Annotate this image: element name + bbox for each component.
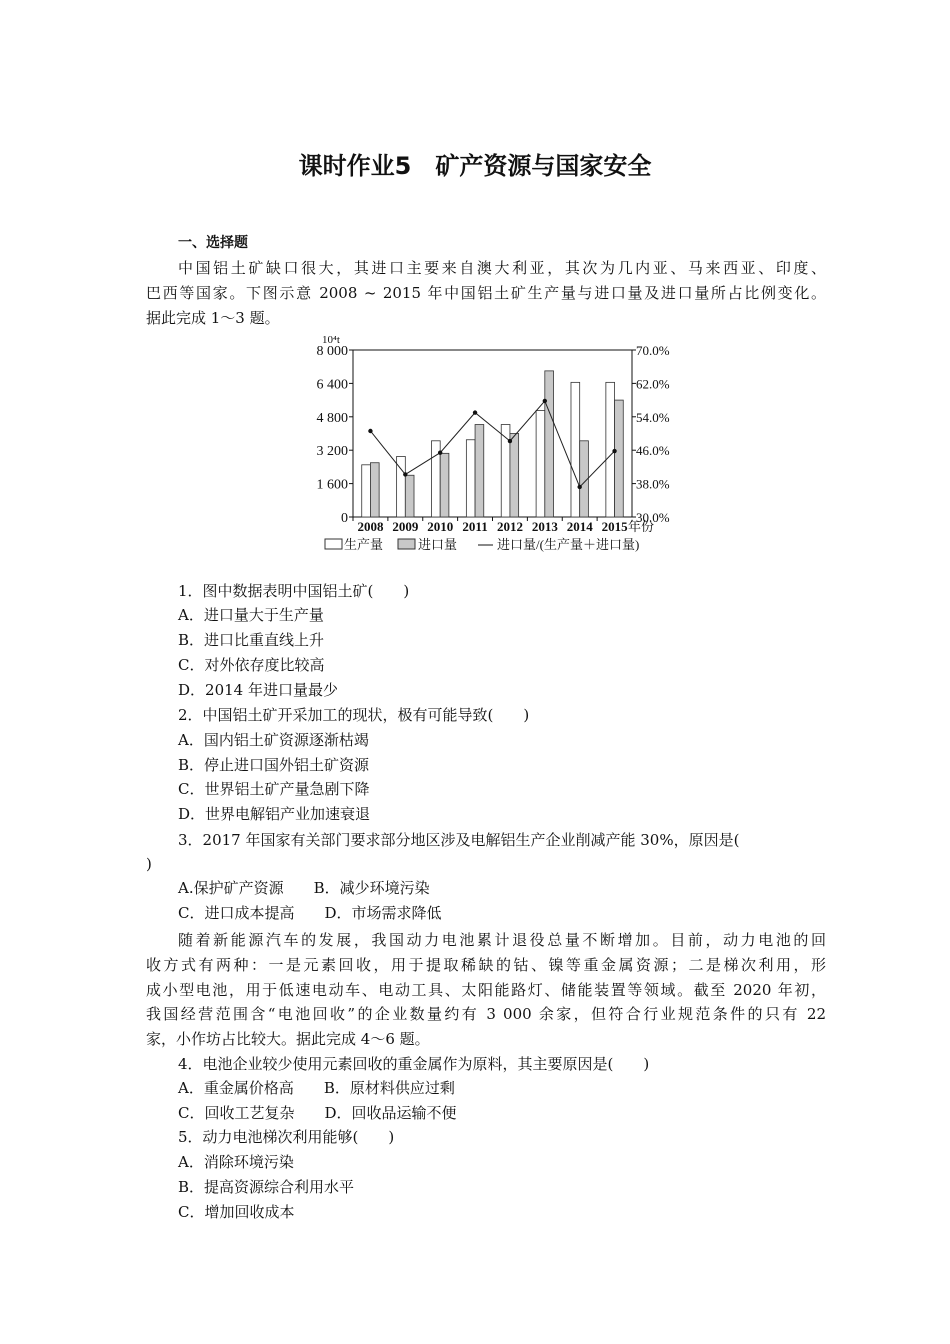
plot-frame: [353, 350, 632, 517]
import-ratio-point: [508, 439, 512, 443]
x-axis-label: 年份: [628, 519, 655, 534]
legend-swatch-import: [398, 539, 415, 549]
bar-production: [362, 465, 371, 517]
y2-tick-label: 38.0%: [636, 476, 670, 492]
y2-tick-label: 62.0%: [636, 376, 670, 392]
import-ratio-point: [438, 451, 442, 455]
legend-label: 进口量/(生产量＋进口量): [497, 537, 640, 552]
intro-line: 我国经营范围含“电池回收”的企业数量约有 3 000 余家，但符合行业规范条件的只有 22: [146, 1005, 826, 1023]
q3-options-ab: A.保护矿产资源 B．减少环境污染: [178, 879, 430, 897]
intro-line: 家，小作坊占比较大。据此完成 4～6 题。: [146, 1030, 430, 1048]
legend-swatch-production: [325, 539, 342, 549]
section-heading: 一、选择题: [178, 235, 248, 251]
x-tick-label: 2011: [462, 519, 488, 534]
x-tick-label: 2010: [427, 519, 454, 534]
q5-option-b: B．提高资源综合利用水平: [178, 1178, 355, 1196]
x-tick-label: 2013: [531, 519, 558, 534]
bar-import: [545, 371, 554, 517]
intro-line: 收方式有两种：一是元素回收，用于提取稀缺的钴、镍等重金属资源；二是梯次利用，形: [146, 956, 826, 974]
import-ratio-point: [577, 485, 581, 489]
q1-option-c: C．对外依存度比较高: [178, 656, 325, 674]
q2-option-c: C．世界铝土矿产量急剧下降: [178, 780, 370, 798]
y-axis-unit: 10⁴t: [322, 334, 340, 346]
question-5-stem: 5．动力电池梯次利用能够( ): [178, 1128, 395, 1146]
q2-option-d: D．世界电解铝产业加速衰退: [178, 805, 371, 823]
y-tick-label: 1 600: [316, 477, 348, 493]
y2-tick-label: 70.0%: [636, 343, 670, 358]
q4-options-cd: C．回收工艺复杂 D．回收品运输不便: [178, 1104, 457, 1122]
q1-option-b: B．进口比重直线上升: [178, 631, 325, 649]
y-tick-label: 3 200: [316, 444, 348, 460]
q2-option-a: A．国内铝土矿资源逐渐枯竭: [178, 731, 369, 749]
bar-production: [466, 440, 475, 517]
bar-production: [501, 425, 510, 517]
intro-line: 中国铝土矿缺口很大，其进口主要来自澳大利亚，其次为几内亚、马来西亚、印度、: [178, 259, 826, 277]
y-tick-label: 4 800: [316, 410, 348, 426]
x-tick-label: 2014: [566, 519, 593, 534]
intro-line: 随着新能源汽车的发展，我国动力电池累计退役总量不断增加。目前，动力电池的回: [178, 931, 826, 949]
bar-import: [475, 425, 484, 517]
page-title: 课时作业5 矿产资源与国家安全: [298, 152, 652, 180]
x-tick-label: 2012: [496, 519, 523, 534]
y-tick-label: 0: [341, 511, 348, 526]
y-tick-label: 6 400: [316, 377, 348, 393]
import-ratio-point: [403, 472, 407, 476]
intro-line: 成小型电池，用于低速电动车、电动工具、太阳能路灯、储能装置等领域。截至 2020 年初，: [146, 981, 826, 999]
legend-label: 进口量: [418, 537, 458, 552]
x-tick-label: 2008: [357, 519, 384, 534]
legend-label: 生产量: [344, 537, 384, 552]
bar-import: [370, 463, 379, 517]
y2-tick-label: 30.0%: [636, 510, 670, 525]
import-ratio-point: [612, 449, 616, 453]
import-ratio-point: [368, 429, 372, 433]
y2-tick-label: 54.0%: [636, 409, 670, 425]
q1-option-a: A．进口量大于生产量: [178, 606, 324, 624]
bar-production: [536, 411, 545, 517]
import-ratio-point: [473, 410, 477, 414]
y2-tick-label: 46.0%: [636, 443, 670, 459]
intro-line: 据此完成 1～3 题。: [146, 309, 280, 327]
question-2-stem: 2．中国铝土矿开采加工的现状，极有可能导致( ): [178, 706, 530, 724]
bar-import: [510, 434, 519, 518]
y-tick-label: 8 000: [316, 344, 348, 359]
bar-import: [405, 475, 414, 517]
bar-production: [571, 382, 580, 517]
q2-option-b: B．停止进口国外铝土矿资源: [178, 756, 370, 774]
question-3-stem-end: ): [146, 855, 152, 873]
x-tick-label: 2009: [392, 519, 419, 534]
question-1-stem: 1．图中数据表明中国铝土矿( ): [178, 582, 410, 600]
bar-import: [440, 453, 449, 517]
q5-option-c: C．增加回收成本: [178, 1203, 295, 1221]
x-tick-label: 2015: [601, 519, 628, 534]
question-3-stem: 3．2017 年国家有关部门要求部分地区涉及电解铝生产企业削减产能 30%，原因是(: [178, 831, 740, 849]
q1-option-d: D．2014 年进口量最少: [178, 681, 338, 699]
import-ratio-point: [543, 399, 547, 403]
q5-option-a: A．消除环境污染: [178, 1153, 294, 1171]
q4-options-ab: A．重金属价格高 B．原材料供应过剩: [178, 1079, 455, 1097]
intro-line: 巴西等国家。下图示意 2008 ~ 2015 年中国铝土矿生产量与进口量及进口量所占比例变化。: [146, 284, 826, 302]
bauxite-chart: [300, 330, 690, 565]
q3-options-cd: C．进口成本提高 D．市场需求降低: [178, 904, 442, 922]
bar-import: [615, 400, 624, 517]
question-4-stem: 4．电池企业较少使用元素回收的重金属作为原料，其主要原因是( ): [178, 1055, 650, 1073]
